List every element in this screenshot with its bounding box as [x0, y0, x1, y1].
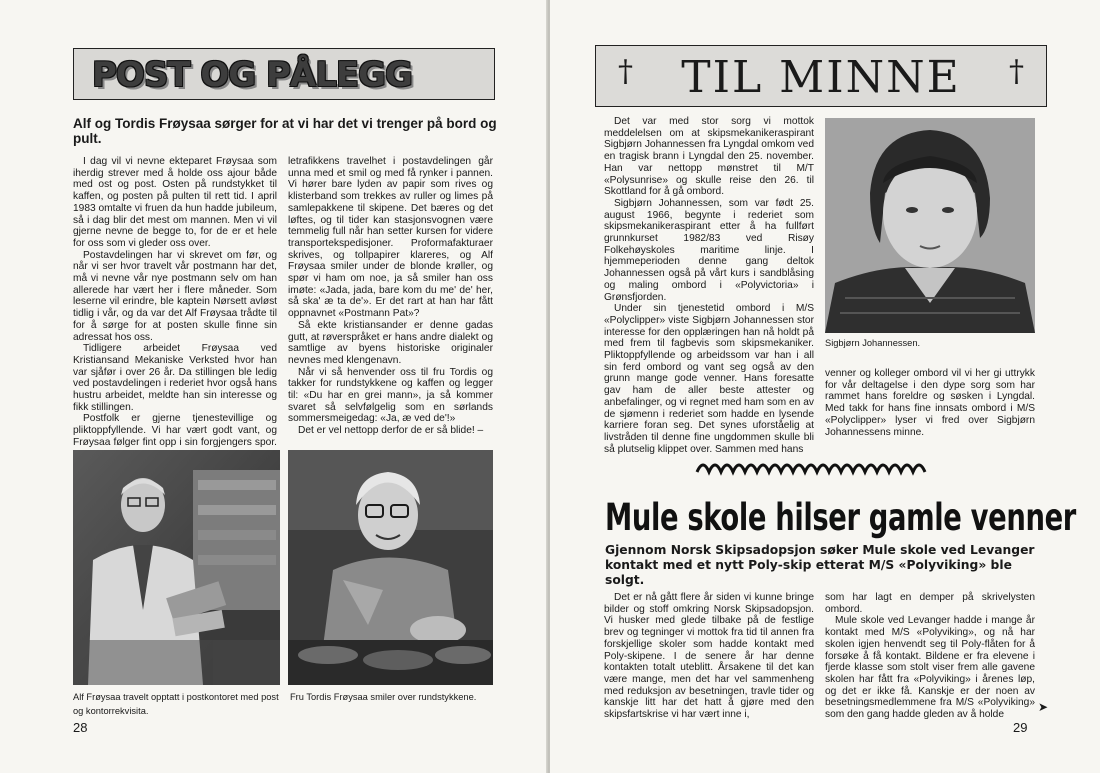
photo-tordis-froysaa [288, 450, 493, 685]
wave-ornament-icon [695, 460, 935, 478]
portrait-image [825, 118, 1035, 333]
right-page [550, 0, 1100, 773]
left-page [0, 0, 548, 773]
post-og-palegg-banner [73, 48, 495, 100]
paragraph: Det er vel nettopp derfor de er så blide! – [298, 425, 484, 437]
paragraph: I dag vil vi nevne ekteparet Frøysaa som iherdig strever med å holde oss ajour både med ost og post. Osten på rundstykket til kaffen, og posten på pulten til rett tid. I april 1983 omtalte vi fruen da hun hadde jubileum, så i dag blir det mest om mannen. Men vi vil gjerne nevne de begge to, for de er et hele for oss som vi gleder oss over. [73, 156, 277, 249]
paragraph: Når vi så henvender oss til fru Tordis og takker for rundstykkene og kaffen og legger til: «Du har en grei mann», ja så kommer svaret så selvfølgelig som en sørlands sommersmeigedag: «Ja, æ ved de'!» [288, 366, 493, 425]
paragraph: Under sin tjenestetid ombord i M/S «Polyclipper» viste Sigbjørn Johannessen stor interesse for den opplæringen han nå holdt på med frem til fagbevis som skipsmekaniker. Pliktoppfyllende og arbeidssom var han i all sin ferd ombord og vant seg også av den grunn mange gode venner. Hans foresatte gav ham de aller beste attester og anbefalinger, og vi regnet med ham som en av de sjømenn i rederiet som hadde en lysende karriere foran seg. Det synes uforståelig at livstråden til denne fine ungdommen skulle bli så plutselig klippet over. Sammen med hans [604, 303, 814, 455]
article-column-4 [825, 592, 1035, 721]
paragraph: Så ekte kristiansander er denne gadas gutt, at røverspråket er hans andre dialekt og samtlige av byens historiske originaler nevnes med klengenavn. [288, 319, 493, 366]
til-minne-banner [595, 45, 1047, 107]
paragraph: Tidligere arbeidet Frøysaa ved Kristiansand Mekaniske Verksted hvor han var sjåfør i over 26 år. Da stillingen ble ledig ved postavdelingen i rederiet hvor også hans hustru arbeidet, meldte han sin interesse og fikk stillingen. [73, 343, 277, 413]
latin-cross-icon: † [1009, 54, 1024, 89]
photo-caption-1: Alf Frøysaa travelt opptatt i postkontoret med post og kontorrekvisita. [73, 692, 279, 716]
photo-tordis-froysaa-image [288, 450, 493, 685]
page-number: 29 [1013, 720, 1028, 735]
memorial-column [604, 116, 814, 455]
photo-alf-froysaa [73, 450, 280, 685]
latin-cross-icon: † [618, 54, 633, 89]
continue-arrowhead-icon: ➤ [1038, 700, 1049, 714]
portrait-caption: Sigbjørn Johannessen. [825, 338, 921, 348]
memorial-column-end [825, 368, 1035, 438]
paragraph: Postfolk er gjerne tjenestevillige og pliktoppfyllende. Vi har vært godt vant, og Frøysaa følger fint opp i sin forgjengers spor. [73, 413, 277, 448]
banner-title: POST OG PÅLEGG [92, 55, 412, 95]
paragraph: letrafikkens travelhet i postavdelingen går unna med et smil og med få rynker i pannen. Vi hører bare lyden av papir som rives og klisterband som trekkes av ruller og limes på samlepakkene til skipene. Det bæres og det løftes, og til tider kan stasjonsvognen være temmelig full når han setter kursen for videre transportekspedisjoner. Proformafakturaer skrives, og tollpapirer klareres, og Alf Frøysaa smiler under de blonde krøller, og spør vi ham om noe, ja så smiler han oss imøte: «Jada, jada, bare kom du me' de' her, så ska' æ ta de'». Er det rart at han har fått oppnavnet «Postmann Pat»? [288, 156, 493, 320]
paragraph: Sigbjørn Johannessen, som var født 25. august 1966, begynte i rederiet som skipsmekanikeraspirant etter å ha fullført grunnkurset 1982/83 ved Risøy Folkehøyskoles maritime linje. I hjemmeperioden denne gang deltok Johannessen også på vårt kurs i sandblåsing og maling ombord i «Polyvictoria» i Grønsfjorden. [604, 197, 814, 303]
photo-sigbjorn-johannessen [825, 118, 1035, 333]
photo-caption-2: Fru Tordis Frøysaa smiler over rundstykkene. [290, 692, 477, 702]
article-column-2 [288, 156, 493, 437]
article-title: Mule skole hilser gamle venner [605, 496, 1076, 539]
paragraph: Det er nå gått flere år siden vi kunne bringe bilder og stoff omkring Norsk Skipsadopsjon. Vi husker med glede tilbake på de festlige brev og tegninger vi mottok fra tid til annen fra forskjellige skoler som hadde kontakt med Poly-skipene. I de senere år har denne kontakten totalt uteblitt. Årsakene til det kan være mange, men det har vel sammenheng med reduksjon av besetningen, travle tider og kanskje litt har det hatt å gjøre med den skipsfartskrise vi har vært inne i, [604, 592, 814, 721]
article-column-3 [604, 592, 814, 721]
paragraph: Mule skole ved Levanger hadde i mange år kontakt med M/S «Polyviking», og nå har skolen igjen henvendt seg til Poly-flåten for å forsøke å få kontakt. Bildene er fra elevene i fjerde klasse som stolt viser frem alle gavene skolen har fått fra «Polyviking» i årenes løp, og det er ikke få. Kanskje er der noen av besetningsmedlemmene fra M/S «Polyviking» som den gang hadde gleden av å holde [825, 615, 1035, 721]
paragraph: Postavdelingen har vi skrevet om før, og når vi ser hvor travelt vår postmann har det, må vi nevne vår nye postmann selv om han allerede har vært her i flere måneder. Som leserne vil erindre, ble kaptein Nørsett avløst tidlig i vår, og da var det Alf Frøysaa trådte til for å sørge for at posten skulle finne sin adressat hos oss. [73, 249, 277, 343]
page-number: 28 [73, 720, 88, 735]
article-column-1 [73, 156, 277, 460]
article-lead: Alf og Tordis Frøysaa sørger for at vi har det vi trenger på bord og pult. [73, 116, 497, 146]
banner-title: TIL MINNE [681, 52, 961, 103]
article-subtitle: Gjennom Norsk Skipsadopsjon søker Mule skole ved Levanger kontakt med et nytt Poly-skip etterat M/S «Polyviking» ble solgt. [605, 543, 1035, 587]
paragraph: venner og kolleger ombord vil vi her gi uttrykk for vår deltagelse i den dype sorg som har rammet hans foreldre og søsken i Lyngdal. Med takk for hans fine innsats ombord i M/S «Polyclipper» lyser vi fred over Sigbjørn Johannessens minne. [825, 368, 1035, 438]
photo-alf-froysaa-image [73, 450, 280, 685]
paragraph: Det var med stor sorg vi mottok meddelelsen om at skipsmekanikeraspirant Sigbjørn Johannessen fra Lyngdal omkom ved en tragisk brann i Lyngdal den 25. november. Han var nettopp mønstret til M/T «Polysunrise» og skulle reise den 26. til Skottland for å gå ombord. [604, 116, 814, 198]
paragraph: som har lagt en demper på skrivelysten ombord. [825, 592, 1035, 615]
